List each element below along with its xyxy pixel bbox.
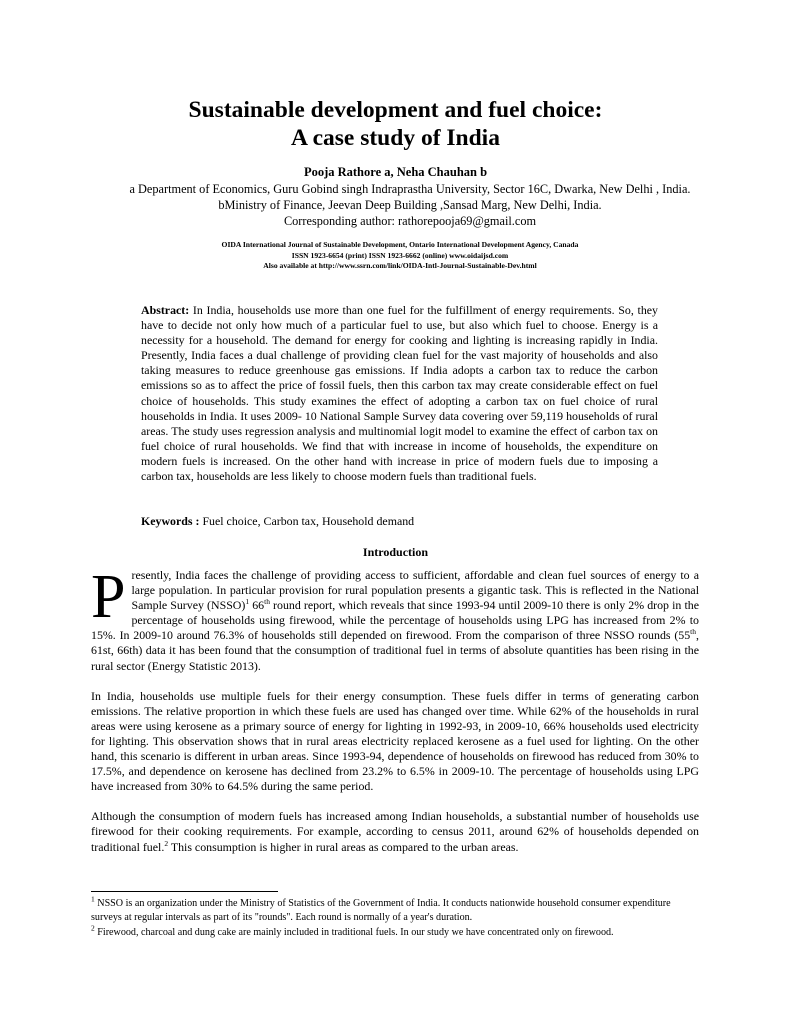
intro-p3-text-a: Although the consumption of modern fuels has increased among Indian households, a substantial number of households use firewood for their cooking requirements. For example, according to census 2011, around 62% of households depended on traditional fuel. <box>91 809 699 854</box>
intro-p1-text-d: , 61st, 66th) data it has been found that the consumption of traditional fuel in terms of absolute quantities has been rising in the rural sector (Energy Statistic 2013). <box>91 628 699 673</box>
footnote-1 <box>91 894 691 924</box>
intro-paragraph-3 <box>91 809 699 854</box>
title-line-2: A case study of India <box>291 125 500 151</box>
corresponding-author: Corresponding author: rathorepooja69@gmail.com <box>283 214 537 228</box>
paper-title <box>0 96 791 152</box>
introduction-body <box>91 563 699 870</box>
intro-p1-text-b: 66 <box>249 598 265 613</box>
intro-p1-text-a: resently, India faces the challenge of providing access to sufficient, affordable and clean fuel sources of energy to a large population. In particular provision for rural population presents a gigantic task. This is reflected in the National Sample Survey (NSSO) <box>131 568 699 613</box>
journal-ssrn-link: Also available at http://www.ssrn.com/link/OIDA-Intl-Journal-Sustainable-Dev.html <box>263 261 537 270</box>
journal-issn: ISSN 1923-6654 (print) ISSN 1923-6662 (online) www.oidaijsd.com <box>291 250 509 260</box>
intro-paragraph-1 <box>91 563 699 674</box>
journal-name: OIDA International Journal of Sustainable Development, Ontario International Development Agency, Canada <box>221 240 579 249</box>
footnote-ref-2: 2 <box>164 838 169 848</box>
footnote-2-mark: 2 <box>91 923 95 933</box>
title-line-1: Sustainable development and fuel choice: <box>188 97 603 123</box>
intro-paragraph-2: In India, households use multiple fuels for their energy consumption. These fuels differ in terms of generating carbon emissions. The relative proportion in which these fuels are used has changed over time. While 62% of the households in rural areas were using kerosene as a primary source of energy for lighting in 1992-93, in 2009-10, 66% households used electricity for lighting. This observation shows that in rural areas electricity replaced kerosene as a fuel used for lighting. On the other hand, this scenario is different in urban areas. Since 1993-94, dependence of households on firewood has reduced from 30% to 17.5%, and dependence on kerosene has declined from 23.2% to 6.5% in 2009-10. The percentage of households using LPG have increased from 30% to 64.5% during the same period. <box>91 688 699 794</box>
journal-info <box>140 240 660 272</box>
keywords-label: Keywords : <box>141 514 200 528</box>
superscript-th: th <box>264 597 270 607</box>
affiliations <box>100 181 720 229</box>
footnote-2 <box>91 923 691 940</box>
footnote-1-text: NSSO is an organization under the Ministry of Statistics of the Government of India. It conducts nationwide household consumer expenditure surveys at regular intervals as part of its "rounds". Each round is normally of a year's duration. <box>91 898 671 923</box>
footnote-divider <box>91 891 278 892</box>
footnote-1-mark: 1 <box>91 894 95 904</box>
intro-p1-text-c: round report, which reveals that since 1993-94 until 2009-10 there is only 2% drop in the percentage of households using firewood, while the percentage of households using LPG has increased from 2% to 15%. In 2009-10 around 76.3% of households still depended on firewood. From the comparison of three NSSO rounds (55 <box>91 598 699 643</box>
footnote-ref-1: 1 <box>245 597 250 607</box>
author-list: Pooja Rathore a, Neha Chauhan b <box>303 165 488 179</box>
keywords-text: Fuel choice, Carbon tax, Household demand <box>199 514 415 528</box>
keywords <box>141 514 658 529</box>
section-heading-introduction: Introduction <box>362 545 429 559</box>
abstract-label: Abstract: <box>141 303 190 317</box>
affiliation-a: a Department of Economics, Guru Gobind singh Indraprastha University, Sector 16C, Dwarka, New Delhi , India. <box>129 182 691 196</box>
drop-cap: P <box>91 563 126 631</box>
footnote-2-text: Firewood, charcoal and dung cake are mainly included in traditional fuels. In our study we have concentrated only on firewood. <box>94 927 614 938</box>
abstract <box>141 303 658 484</box>
intro-p3-text-b: This consumption is higher in rural areas as compared to the urban areas. <box>168 839 519 854</box>
abstract-text: In India, households use more than one fuel for the fulfillment of energy requirements. So, they have to decide not only how much of a particular fuel to use, but also which fuel to choose. Energy is a necessity for a household. The demand for energy for cooking and lighting is increasing rapidly in India. Presently, India faces a dual challenge of providing clean fuel for the vast majority of households and also taking measures to reduce greenhouse gas emissions. If India adopts a carbon tax to reduce the carbon emissions so as to affect the price of fossil fuels, then this carbon tax may create considerable effect on fuel choice of households. This study examines the effect of adopting a carbon tax on fuel choice of rural households in India. It uses 2009- 10 National Sample Survey data covering over 59,119 households of rural areas. The study uses regression analysis and multinomial logit model to examine the effect of carbon tax on fuel choice of rural households. We find that with increase in income of households, the expenditure on modern fuels is increased. On the other hand with increase in price of modern fuels due to imposing a carbon tax, households are less likely to choose modern fuels than traditional fuels. <box>141 303 658 484</box>
superscript-th-2: th <box>690 627 697 637</box>
affiliation-b: bMinistry of Finance, Jeevan Deep Building ,Sansad Marg, New Delhi, India. <box>218 198 602 212</box>
footnotes <box>91 894 691 942</box>
